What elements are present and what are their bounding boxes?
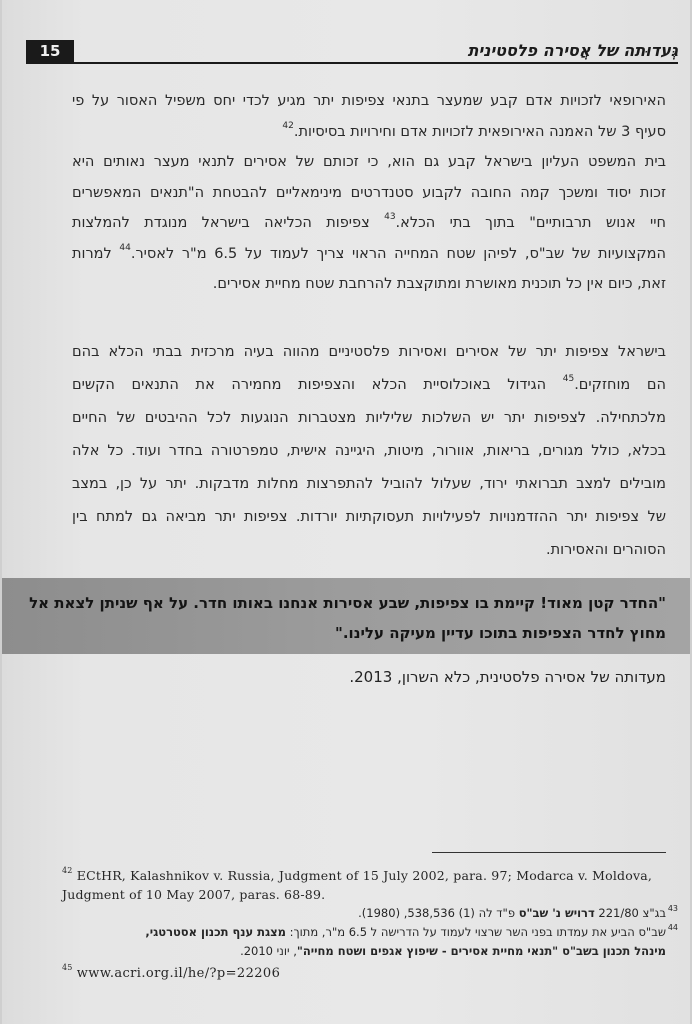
footnote-text: , יוני 2010. bbox=[240, 944, 297, 958]
footnote-43 bbox=[62, 904, 678, 923]
footnote-number: 45 bbox=[62, 963, 73, 972]
book-page bbox=[2, 0, 690, 1024]
text-line: האירופאי לזכויות אדם קבע שמעצר בתנאי צפיפות יתר מגיע לכדי יחס משפיל האסור על פי bbox=[72, 93, 666, 109]
running-header bbox=[26, 40, 678, 64]
text-line: הם מוחזקים.$^{45}$ הגידול באוכלוסיית הכלא והצפיפות מחמירה את התנאים הקשים bbox=[72, 374, 666, 393]
paragraph-1 bbox=[72, 86, 666, 300]
footnote-separator bbox=[432, 852, 666, 853]
footnote-ref[interactable]: 43 bbox=[384, 212, 396, 223]
running-title: גְּעדוּתה של אֲסירה פלסטינית bbox=[467, 41, 678, 60]
text-line: המקצועיות של שב"ס, לפיהן שטח המחייה הראוי צריך לעמוד על 6.5 מ"ר לאסיר.$^{44}$ למרות bbox=[72, 242, 666, 262]
footnote-number: 43 bbox=[667, 904, 678, 913]
text-line: מלכתחילה. לצפיפות יתר יש השלכות שליליות מצטברות הנוגעות לכל ההיבטים של החיים bbox=[72, 410, 666, 426]
text-line: סעיף 3 של האמנה האירופאית לזכויות אדם וחירויות בסיסיות.$^{42}$ bbox=[282, 120, 666, 140]
footnote-text: ECtHR, Kalashnikov v. Russia, Judgment of 15 July 2002, para. 97; Modarca v. Moldova, bbox=[76, 868, 653, 883]
text-line: בכלא, כולל מגורים, בריאות, אוורור, מיטות, היגיינה אישית, טמפרטורה בחדר ועוד. כל אלה bbox=[72, 443, 666, 459]
footnote-text: שב"ס הביע את עמדתו בפני השר שרצוי לעמוד על הדרישה ל 6.5 מ"ר, מתוך: bbox=[285, 925, 666, 939]
paragraph-2 bbox=[72, 336, 666, 567]
footnote-text: Judgment of 10 May 2007, paras. 68-89. bbox=[62, 887, 326, 902]
document-title: מצגת ענף תכנון אסטרטגי, bbox=[145, 925, 286, 939]
footnote-link[interactable]: www.acri.org.il/he/?p=22206 bbox=[76, 966, 281, 981]
footnote-ref[interactable]: 45 bbox=[562, 374, 575, 385]
text-line: זכות יסוד ומשכך קמה החובה לקבוע סטנדרטים מינימאליים להבטחת ה"תנאים המאפשרים bbox=[72, 184, 666, 201]
quote-source: מעדותה של אסירה פלסטינית, כלא השרון, 2013. bbox=[349, 668, 666, 686]
text-line: מובילים למצב תברואתי ירוד, שעלול להוביל להתפרצות מחלות מדבקות. יתר על כן, במצב bbox=[72, 476, 666, 492]
footnote-number: 44 bbox=[667, 923, 678, 932]
quote-line: "החדר קטן מאוד! קיימת בו צפיפות, שבע אסירות אנחנו באותו חדר. על אף שניתן לצאת אל bbox=[29, 594, 666, 612]
footnote-ref[interactable]: 42 bbox=[282, 120, 294, 131]
page-number: 15 bbox=[26, 40, 74, 62]
text-line: הסוהרים והאסירות. bbox=[545, 542, 666, 558]
case-name: דרויש נ' שב"ס bbox=[518, 906, 595, 920]
text-line: בית המשפט העליון בישראל קבע גם הוא, כי זכותם של אסירים לתנאי מעצר נאותים היא bbox=[72, 154, 666, 170]
text-line: בישראל צפיפות יתר של אסירים ואסירות פלסטיניים מהווה בעיה מרכזית בבתי הכלא בהם bbox=[72, 344, 666, 360]
footnote-44 bbox=[62, 923, 678, 961]
footnote-42 bbox=[62, 866, 666, 904]
footnote-45 bbox=[62, 963, 666, 983]
footnote-number: 42 bbox=[62, 866, 73, 875]
testimony-quote bbox=[29, 588, 666, 648]
footnote-ref[interactable]: 44 bbox=[119, 242, 131, 253]
footnotes bbox=[62, 866, 678, 983]
footnote-text: בג"צ 221/80 bbox=[594, 906, 666, 920]
footnote-text: פ"ד לה (1) 538,536, (1980). bbox=[358, 906, 519, 920]
text-line: חיי אנוש תרבותיים" בתוך בתי הכלא.$^{43}$ צפיפות הכליאה בישראל מנוגדת להמלצות bbox=[72, 212, 667, 231]
text-line: של צפיפות יתר ההזדמנויות לפעילויות תעסוקתיות יורדות. צפיפות יתר מביאה גם למתח בין bbox=[72, 509, 666, 525]
text-line: זאת, כיום אין כל תוכנית מאושרת ומתוקצבת להרחבת שטח מחיית אסירים. bbox=[212, 276, 666, 292]
document-title: מינהל תכנון בשב"ס "תנאי מחיית אסירים - שיפוץ אגפים ושטח מחייה" bbox=[296, 944, 666, 958]
quote-line: מחוץ לחדר הצפיפות בתוכו עדיין מעיקה עלינו." bbox=[335, 624, 666, 642]
